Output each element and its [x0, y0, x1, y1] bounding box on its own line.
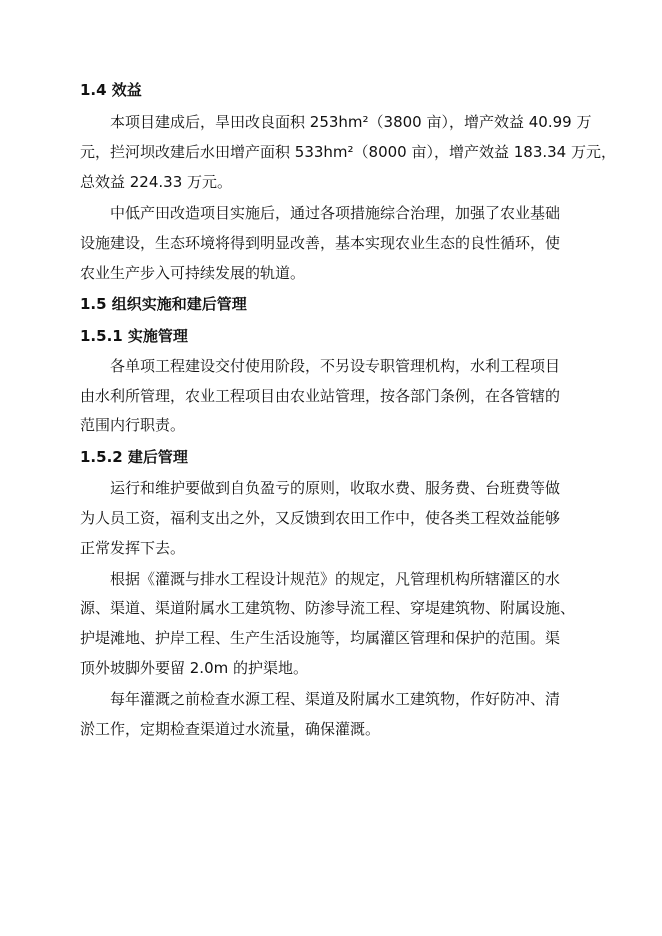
paragraph-line: 由水利所管理，农业工程项目由农业站管理，按各部门条例，在各管辖的 [80, 387, 561, 405]
paragraph-line: 正常发挥下去。 [80, 539, 186, 557]
section-heading-1-5-1: 1.5.1 实施管理 [80, 327, 188, 345]
paragraph-line: 淤工作，定期检查渠道过水流量，确保灌溉。 [80, 720, 381, 738]
section-heading-1-4: 1.4 效益 [80, 81, 142, 99]
paragraph-line: 总效益 224.33 万元。 [80, 173, 233, 191]
paragraph-line: 各单项工程建设交付使用阶段，不另设专职管理机构，水利工程项目 [110, 357, 561, 375]
paragraph-line: 为人员工资，福利支出之外，又反馈到农田工作中，使各类工程效益能够 [80, 509, 561, 527]
paragraph-line: 设施建设，生态环境将得到明显改善，基本实现农业生态的良性循环，使 [80, 234, 561, 252]
paragraph-line: 中低产田改造项目实施后，通过各项措施综合治理，加强了农业基础 [110, 204, 561, 222]
paragraph-line: 农业生产步入可持续发展的轨道。 [80, 264, 306, 282]
paragraph-line: 元，拦河坝改建后水田增产面积 533hm²（8000 亩），增产效益 183.34 万元， [80, 143, 616, 161]
paragraph-line: 每年灌溉之前检查水源工程、渠道及附属水工建筑物，作好防冲、清 [110, 690, 561, 708]
paragraph-line: 运行和维护要做到自负盈亏的原则，收取水费、服务费、台班费等做 [110, 479, 561, 497]
section-heading-1-5-2: 1.5.2 建后管理 [80, 448, 188, 466]
paragraph-line: 顶外坡脚外要留 2.0m 的护渠地。 [80, 659, 309, 677]
paragraph-line: 本项目建成后，旱田改良面积 253hm²（3800 亩），增产效益 40.99 万 [110, 113, 592, 131]
section-heading-1-5: 1.5 组织实施和建后管理 [80, 295, 247, 313]
paragraph-line: 范围内行职责。 [80, 416, 186, 434]
paragraph-line: 源、渠道、渠道附属水工建筑物、防渗导流工程、穿堤建筑物、附属设施、 [80, 599, 576, 617]
paragraph-line: 根据《灌溉与排水工程设计规范》的规定，凡管理机构所辖灌区的水 [110, 570, 561, 588]
paragraph-line: 护堤滩地、护岸工程、生产生活设施等，均属灌区管理和保护的范围。渠 [80, 629, 561, 647]
